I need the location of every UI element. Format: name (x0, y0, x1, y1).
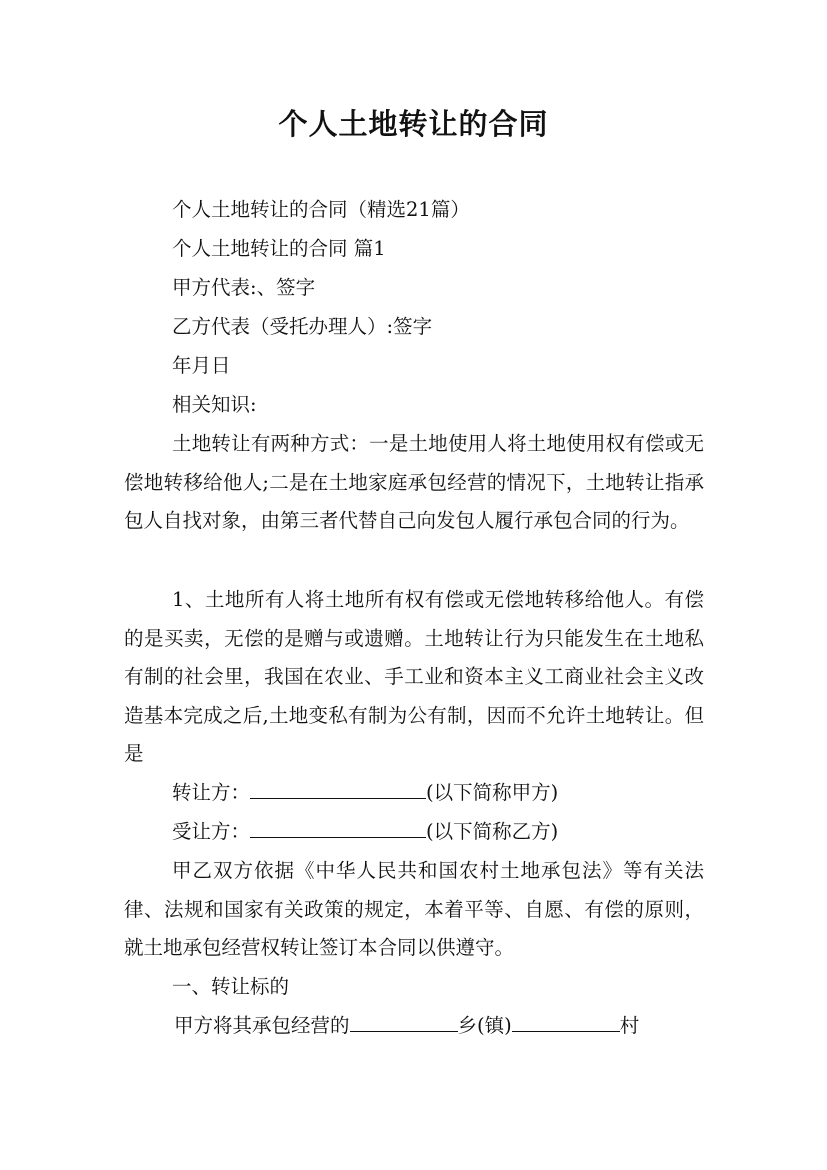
paragraph-land-ownership: 1、土地所有人将土地所有权有偿或无偿地转移给他人。有偿的是买卖，无偿的是赠与或遗赠。土地转让行为只能发生在土地私有制的社会里，我国在农业、手工业和资本主义工商业社会主义改造基本完成之后,土地变私有制为公有制，因而不允许土地转让。但是 (124, 588, 704, 765)
township-label: 乡(镇) (457, 1014, 512, 1037)
transfer-subject-text: 甲方将其承包经营的 (174, 1014, 350, 1037)
related-knowledge-heading: 相关知识: (172, 393, 257, 416)
village-label: 村 (619, 1014, 640, 1037)
party-b-representative-line: 乙方代表（受托办理人）:签字 (172, 315, 433, 338)
transferor-line (172, 779, 558, 807)
document-title: 个人土地转让的合同 (278, 107, 549, 141)
section-one-heading: 一、转让标的 (172, 975, 290, 998)
date-line: 年月日 (172, 354, 231, 377)
transferee-line (172, 818, 558, 846)
document-subtitle: 个人土地转让的合同（精选21篇） (172, 198, 470, 221)
chapter-heading: 个人土地转让的合同 篇1 (172, 237, 386, 260)
party-a-representative-line: 甲方代表:、签字 (172, 276, 316, 299)
transferee-blank (250, 819, 426, 838)
transferee-label: 受让方： (172, 820, 251, 843)
paragraph-transfer-methods: 土地转让有两种方式：一是土地使用人将土地使用权有偿或无偿地转移给他人;二是在土地家庭承包经营的情况下，土地转让指承包人自找对象，由第三者代替自己向发包人履行承包合同的行为。 (124, 432, 704, 532)
transferor-blank (250, 780, 426, 799)
transferee-suffix: (以下简称乙方) (426, 820, 559, 843)
transfer-subject-line (174, 1012, 639, 1040)
paragraph-legal-basis: 甲乙双方依据《中华人民共和国农村土地承包法》等有关法律、法规和国家有关政策的规定，本着平等、自愿、有偿的原则，就土地承包经营权转让签订本合同以供遵守。 (124, 859, 704, 959)
township-blank (350, 1013, 458, 1032)
transferor-label: 转让方： (172, 781, 251, 804)
village-blank (512, 1013, 620, 1032)
transferor-suffix: (以下简称甲方) (426, 781, 559, 804)
